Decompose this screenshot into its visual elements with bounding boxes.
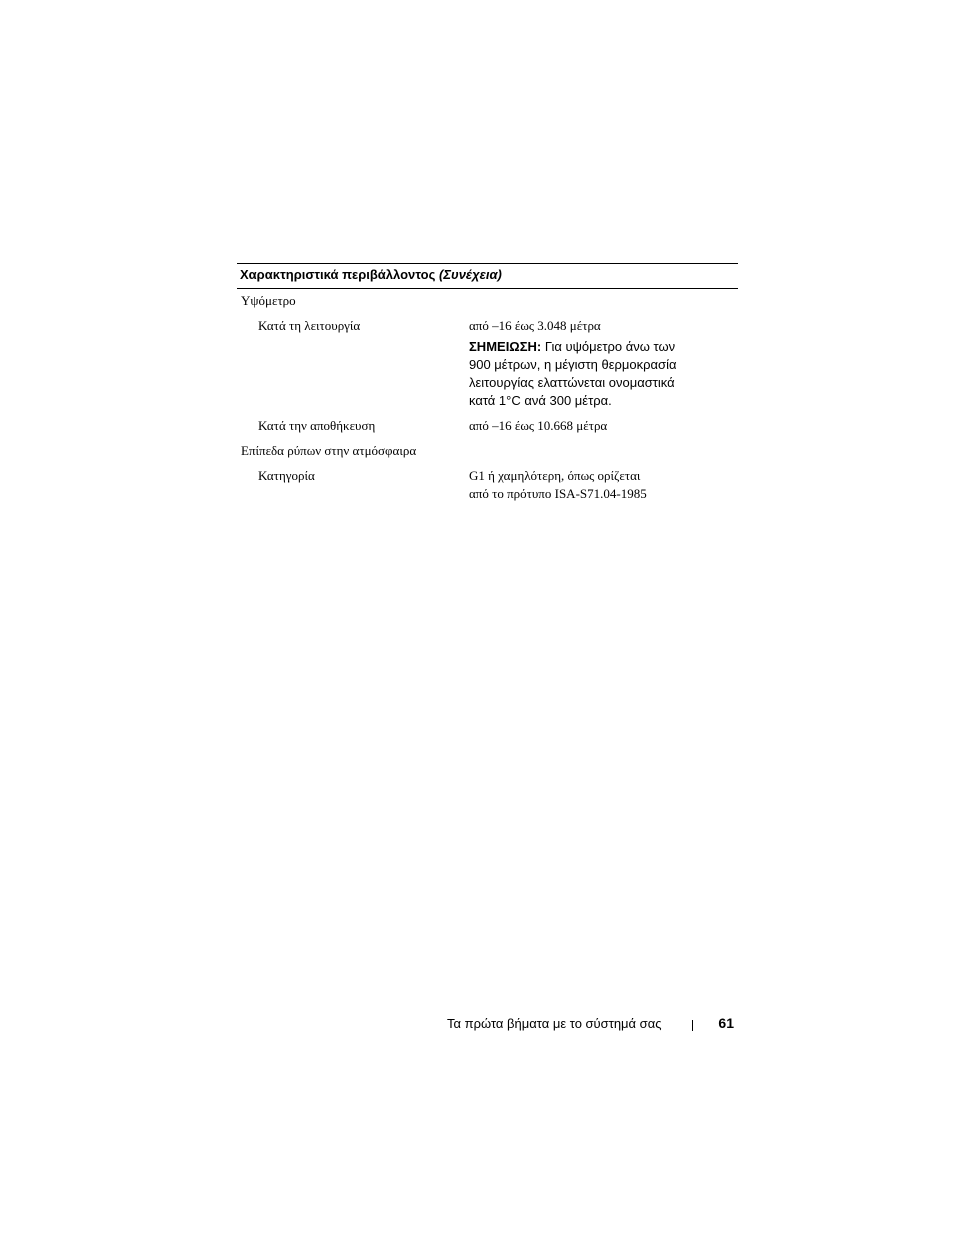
table-row-altitude-operating <box>237 314 738 338</box>
altitude-note <box>237 338 738 414</box>
table-row-altitude <box>237 289 738 314</box>
table-row-contaminant-class <box>237 464 738 504</box>
page-footer <box>447 1013 738 1035</box>
note-line-2: 900 μέτρων, η μέγιστη θερμοκρασία <box>469 357 677 372</box>
altitude-label: Υψόμετρο <box>241 293 296 308</box>
footer-separator <box>692 1020 693 1031</box>
note-line-4: κατά 1°C ανά 300 μέτρα. <box>469 393 612 408</box>
contaminant-class-value-line-2: από το πρότυπο ISA-S71.04-1985 <box>469 486 647 501</box>
note-line-1 <box>469 338 675 356</box>
page-number: 61 <box>718 1015 734 1031</box>
table-row-contaminant <box>237 439 738 464</box>
table-title: Χαρακτηριστικά περιβάλλοντος <box>240 267 436 282</box>
storage-altitude-label: Κατά την αποθήκευση <box>258 418 376 433</box>
note-text-1: Για υψόμετρο άνω των <box>544 339 676 354</box>
table-header <box>237 264 738 288</box>
contaminant-label: Επίπεδα ρύπων στην ατμόσφαιρα <box>241 443 417 458</box>
footer-title: Τα πρώτα βήματα με το σύστημά σας <box>447 1016 662 1031</box>
storage-altitude-value: από –16 έως 10.668 μέτρα <box>469 418 608 433</box>
contaminant-class-label: Κατηγορία <box>258 468 315 483</box>
table-row-altitude-storage <box>237 414 738 439</box>
note-label: ΣΗΜΕΙΩΣΗ: <box>469 339 542 354</box>
table-continued-label: (Συνέχεια) <box>439 267 502 282</box>
contaminant-class-value-line-1: G1 ή χαμηλότερη, όπως ορίζεται <box>469 468 641 483</box>
operating-altitude-label: Κατά τη λειτουργία <box>258 318 361 333</box>
operating-altitude-value: από –16 έως 3.048 μέτρα <box>469 318 601 333</box>
note-line-3: λειτουργίας ελαττώνεται ονομαστικά <box>469 375 675 390</box>
environmental-specs-table <box>237 263 738 504</box>
